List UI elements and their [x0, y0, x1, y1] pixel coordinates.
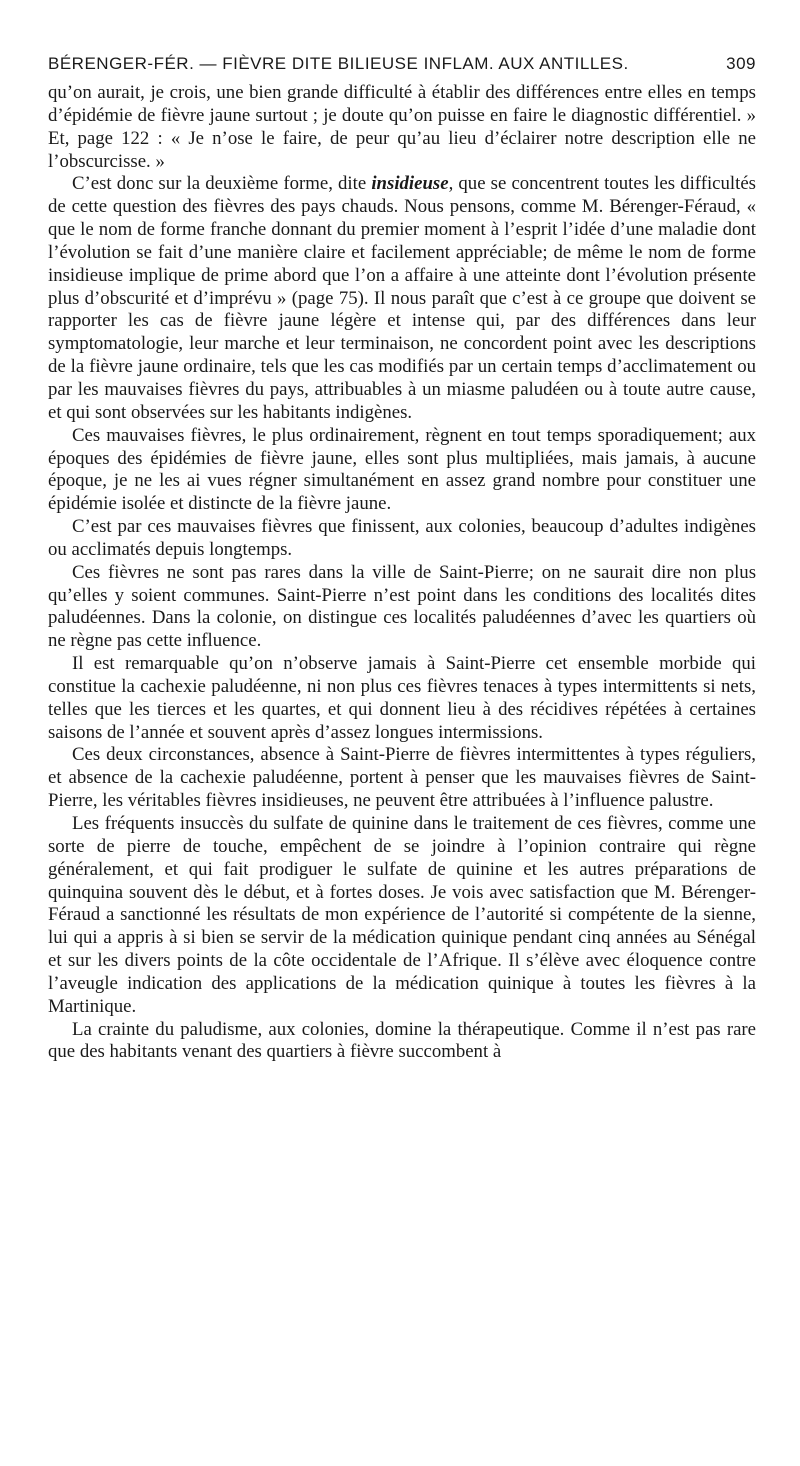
paragraph-6: Il est remarquable qu’on n’observe jamais à Saint-Pierre cet ensemble morbide qui constitue la cachexie paludéenne, ni non plus ces fièvres tenaces à types intermittents si nets, telles que les tierces et les quartes, et qui donnent lieu à des récidives répétées à certaines saisons de l’année et souvent après d’assez longues intermissions.	[48, 653, 756, 743]
emphasis-insidieuse: insidieuse	[371, 173, 449, 195]
running-title: BÉRENGER-FÉR. — FIÈVRE DITE BILIEUSE INFLAM. AUX ANTILLES.	[48, 54, 629, 73]
paragraph-1: qu’on aurait, je crois, une bien grande difficulté à établir des différences entre elles en temps d’épidémie de fièvre jaune surtout ; je doute qu’on puisse en faire le diagnostic différentiel. » Et, page 122 : « Je n’ose le faire, de peur qu’au lieu d’éclairer notre description elle ne l’obscurcisse. »	[48, 82, 756, 172]
paragraph-2-rest: , que se concentrent toutes les difficultés de cette question des fièvres des pays chauds. Nous pensons, comme M. Bérenger-Féraud, « que le nom de forme franche donnant du premier moment à l’esprit l’idée d’une maladie dont l’évolution se fait d’une manière claire et facilement appréciable; de même le nom de forme insidieuse implique de prime abord que l’on a affaire à une atteinte dont l’évolution présente plus d’obscurité et d’imprévu » (page 75). Il nous paraît que c’est à ce groupe que doivent se rapporter les cas de fièvre jaune légère et intense qui, par des différences dans leur symptomatologie, leur marche et leur terminaison, ne concordent point avec les descriptions de la fièvre jaune ordinaire, tels que les cas modifiés par un certain temps d’acclimatement ou par les mauvaises fièvres du pays, attribuables à un miasme paludéen ou à toute autre cause, et qui sont observées sur les habitants indigènes.	[48, 173, 756, 423]
body-text	[48, 82, 756, 1064]
paragraph-2	[48, 173, 756, 424]
paragraph-4: C’est par ces mauvaises fièvres que finissent, aux colonies, beaucoup d’adultes indigènes ou acclimatés depuis longtemps.	[48, 516, 756, 560]
paragraph-8: Les fréquents insuccès du sulfate de quinine dans le traitement de ces fièvres, comme une sorte de pierre de touche, empêchent de se joindre à l’opinion contraire qui règne généralement, et qui fait prodiguer le sulfate de quinine et les autres préparations de quinquina souvent dès le début, et à fortes doses. Je vois avec satisfaction que M. Bérenger-Féraud a sanctionné les résultats de mon expérience de l’autorité si compétente de la sienne, lui qui a appris à si bien se servir de la médication quinique pendant cinq années au Sénégal et sur les divers points de la côte occidentale de l’Afrique. Il s’élève avec éloquence contre l’aveugle indication des applications de la médication quinique à toutes les fièvres à la Martinique.	[48, 813, 756, 1017]
paragraph-5: Ces fièvres ne sont pas rares dans la ville de Saint-Pierre; on ne saurait dire non plus qu’elles y soient communes. Saint-Pierre n’est point dans les conditions des localités dites paludéennes. Dans la colonie, on distingue ces localités paludéennes d’avec les quartiers où ne règne pas cette influence.	[48, 561, 756, 652]
page-header	[48, 54, 756, 78]
page-number: 309	[726, 54, 756, 73]
paragraph-7: Ces deux circonstances, absence à Saint-Pierre de fièvres intermittentes à types réguliers, et absence de la cachexie paludéenne, portent à penser que les mauvaises fièvres de Saint-Pierre, les véritables fièvres insidieuses, ne peuvent être attribuées à l’influence palustre.	[48, 744, 756, 812]
paragraph-2-start: C’est donc sur la deuxième forme, dite	[72, 173, 372, 195]
paragraph-9: La crainte du paludisme, aux colonies, domine la thérapeutique. Comme il n’est pas rare que des habitants venant des quartiers à fièvre succombent à	[48, 1018, 756, 1063]
paragraph-3: Ces mauvaises fièvres, le plus ordinairement, règnent en tout temps sporadiquement; aux époques des épidémies de fièvre jaune, elles sont plus multipliées, mais jamais, à aucune époque, je ne les ai vues régner simultanément en assez grand nombre pour constituer une épidémie isolée et distincte de la fièvre jaune.	[48, 424, 756, 515]
